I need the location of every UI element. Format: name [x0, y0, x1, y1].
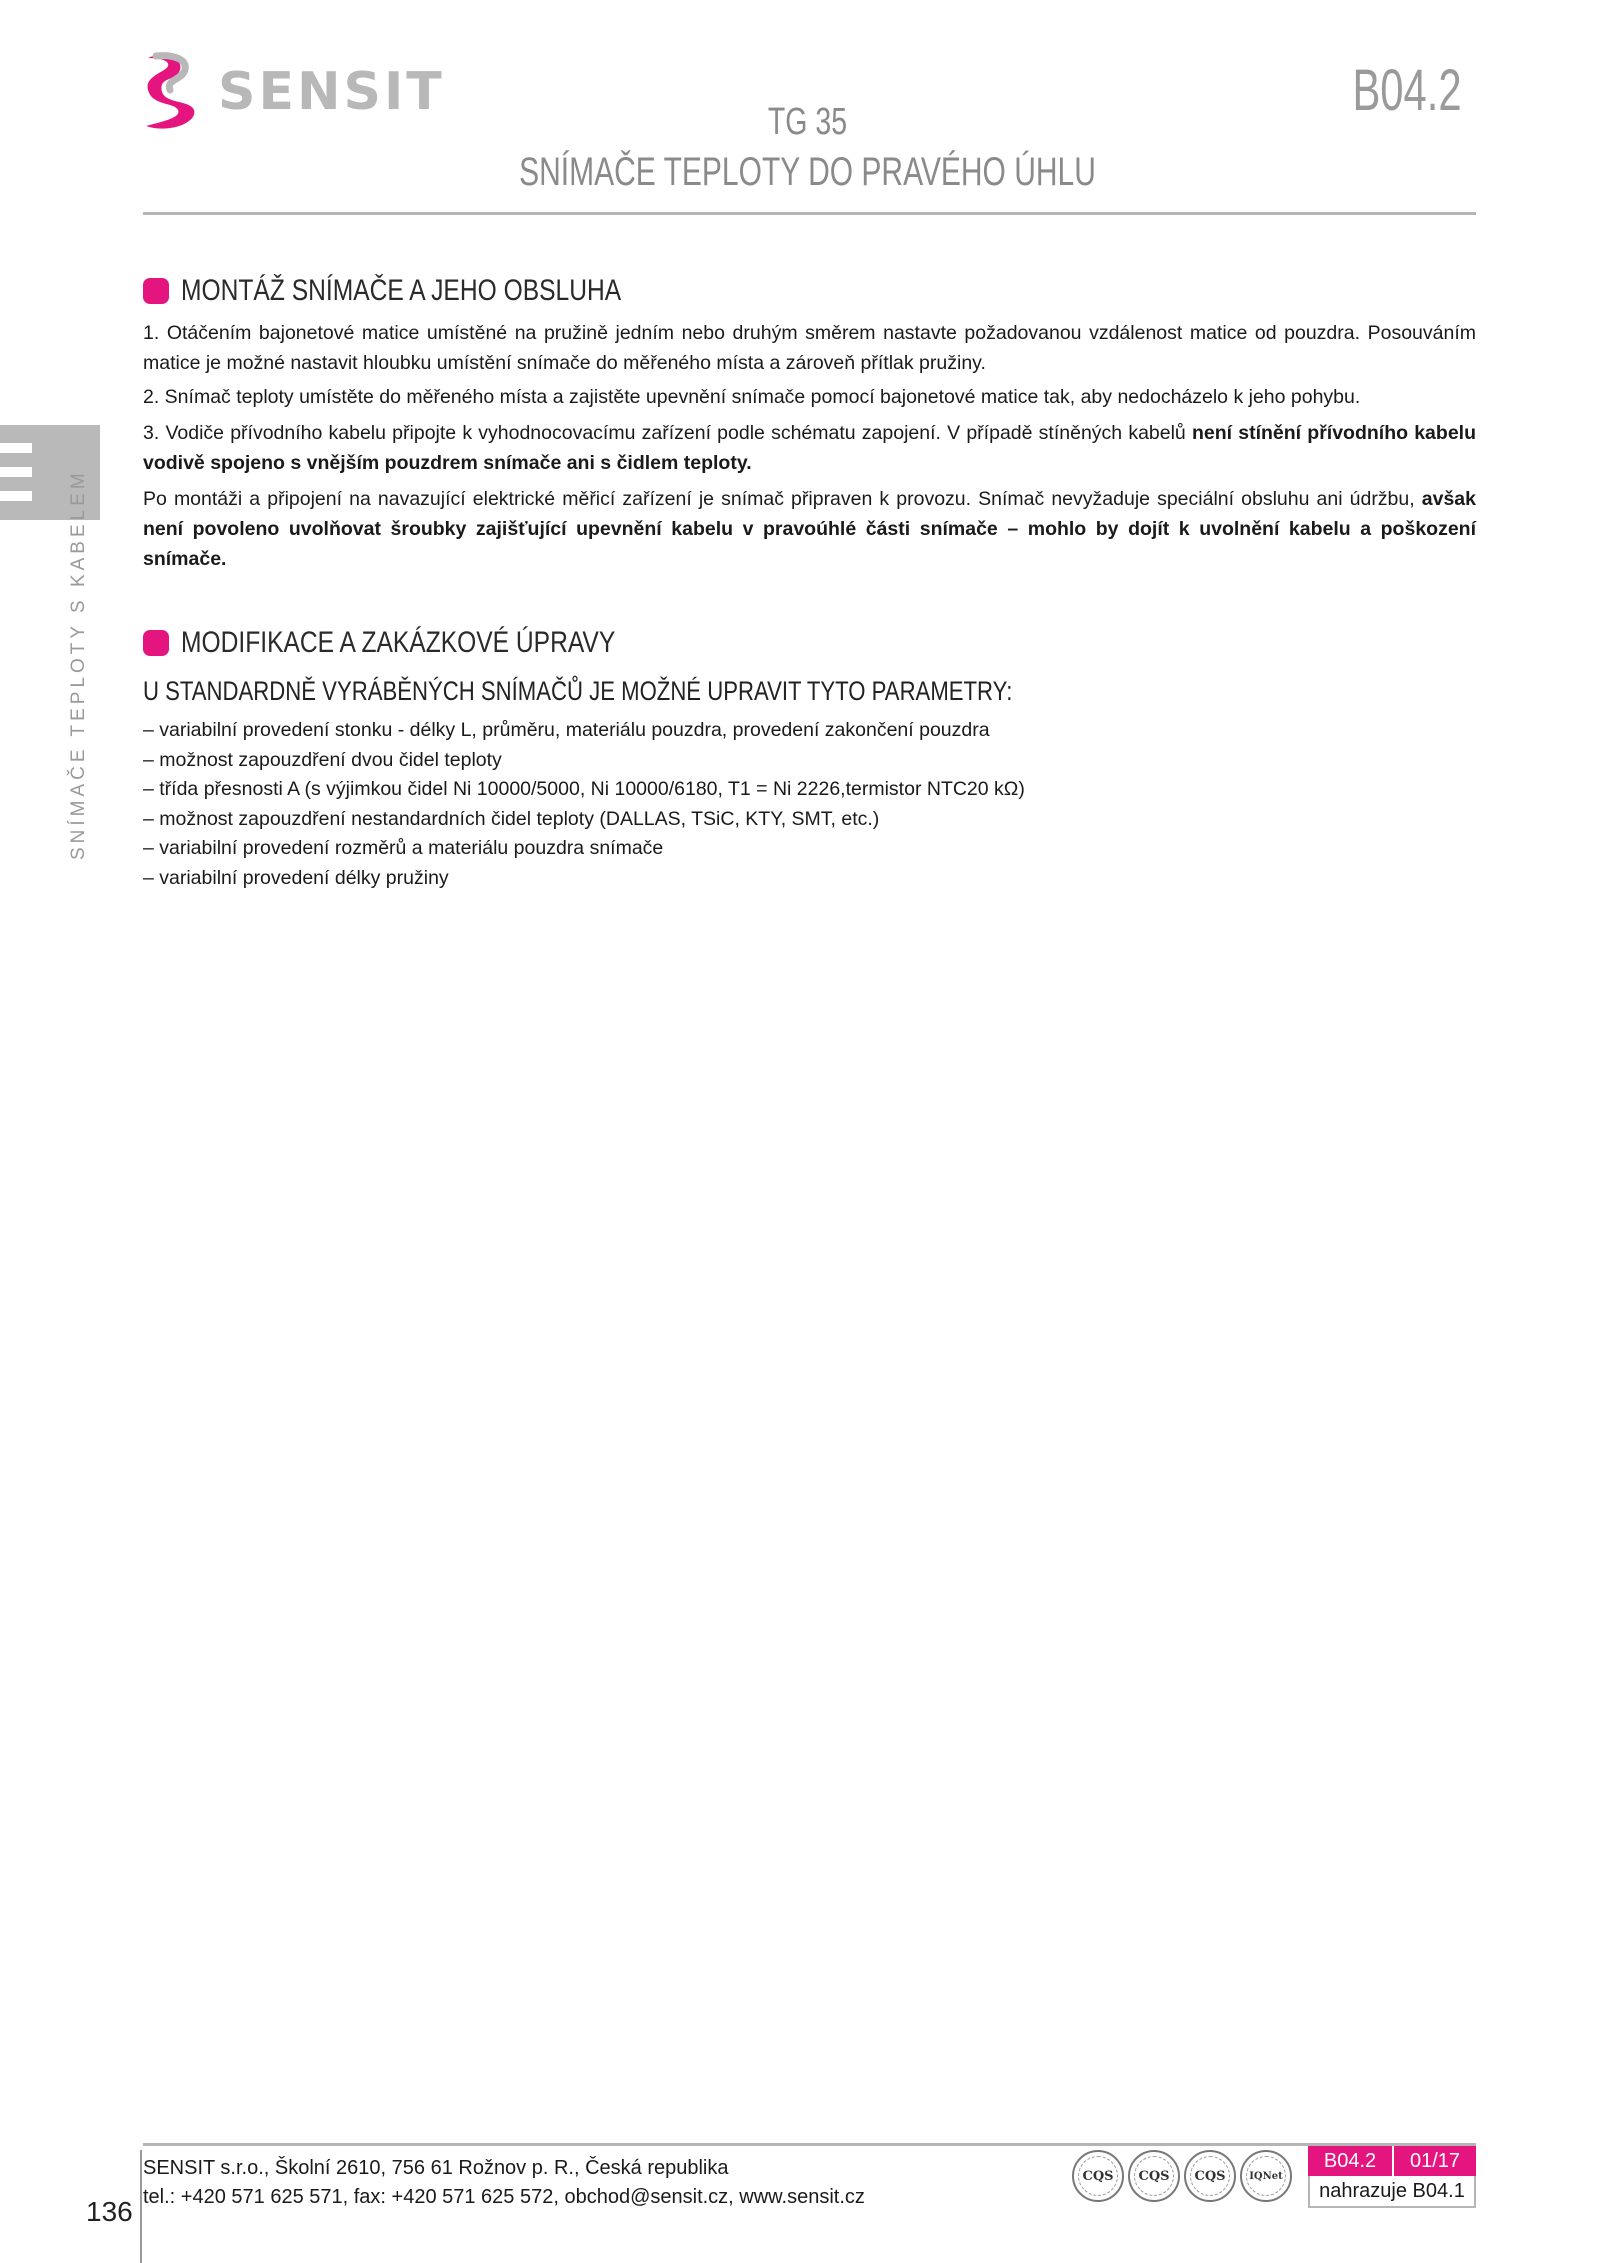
operation-note [143, 484, 1476, 574]
reference-date: 01/17 [1394, 2146, 1476, 2176]
instruction-text: 3. Vodiče přívodního kabelu připojte k vyhodnocovacímu zařízení podle schématu zapojení. V případě stíněných kabelů [143, 422, 1192, 444]
note-text: Po montáži a připojení na navazující elektrické měřicí zařízení je snímač připraven k provozu. Snímač nevyžaduje speciální obsluhu ani údržbu, [143, 488, 1422, 510]
footer-contact [143, 2154, 865, 2212]
instruction-text: 1. Otáčením bajonetové matice umístěné na pružině jedním nebo druhým směrem nastavte požadovanou vzdálenost matice od pouzdra. Posouváním matice je možné nastavit hloubku umístění snímače do měřeného místa a zároveň přítlak pružiny. [143, 322, 1476, 374]
modification-list [143, 716, 1025, 893]
tab-bar [0, 491, 32, 501]
section-bullet-icon [143, 278, 169, 304]
document-code: B04.2 [1352, 58, 1462, 123]
list-item: – možnost zapouzdření dvou čidel teploty [143, 748, 502, 771]
list-item: – variabilní provedení stonku - délky L, průměru, materiálu pouzdra, provedení zakončení pouzdra [143, 719, 990, 741]
company-contact: tel.: +420 571 625 571, fax: +420 571 625 572, obchod@sensit.cz, www.sensit.cz [143, 2186, 865, 2208]
side-section-label: SNÍMAČE TEPLOTY S KABELEM [68, 469, 89, 860]
page-title [140, 98, 1475, 198]
certification-logos [1072, 2150, 1292, 2202]
reference-header [1308, 2146, 1476, 2176]
section-heading-montaz [143, 274, 718, 308]
section-bullet-icon [143, 630, 169, 656]
note-bold-text: avšak není povoleno uvolňovat šroubky zajišťující upevnění kabelu v pravoúhlé části snímače – mohlo by dojít k uvolnění kabelu a poškození snímače. [143, 488, 1476, 570]
instruction-text: 2. Snímač teploty umístěte do měřeného místa a zajistěte upevnění snímače pomocí bajonetové matice tak, aby nedocházelo k jeho pohybu. [143, 386, 1361, 408]
cqs-cert-icon: CQS [1184, 2150, 1236, 2202]
section-subtitle: U STANDARDNĚ VYRÁBĚNÝCH SNÍMAČŮ JE MOŽNÉ UPRAVIT TYTO PARAMETRY: [143, 676, 1013, 706]
list-item: – variabilní provedení rozměrů a materiálu pouzdra snímače [143, 837, 664, 859]
iqnet-cert-icon: IQNet [1240, 2150, 1292, 2202]
page-number: 136 [86, 2196, 133, 2227]
section-title: MODIFIKACE A ZAKÁZKOVÉ ÚPRAVY [181, 626, 616, 659]
cqs-cert-icon: CQS [1072, 2150, 1124, 2202]
section-heading-modifikace [143, 626, 711, 660]
product-title: SNÍMAČE TEPLOTY DO PRAVÉHO ÚHLU [519, 150, 1096, 194]
list-item: – třída přesnosti A (s výjimkou čidel Ni 10000/5000, Ni 10000/6180, T1 = Ni 2226,termistor NTC20 kΩ) [143, 778, 1025, 800]
header-divider [143, 212, 1476, 215]
document-reference [1308, 2146, 1476, 2208]
replaces-note: nahrazuje B04.1 [1308, 2176, 1476, 2208]
reference-code: B04.2 [1308, 2146, 1394, 2176]
instruction-bold-text: není stínění přívodního kabelu vodivě spojeno s vnějším pouzdrem snímače ani s čidlem teploty. [143, 422, 1476, 474]
logo-text: SENSIT [218, 62, 445, 122]
tab-bar [0, 467, 32, 477]
list-item: – možnost zapouzdření nestandardních čidel teploty (DALLAS, TSiC, KTY, SMT, etc.) [143, 807, 880, 830]
footer-divider [143, 2143, 1476, 2146]
instruction-item-1 [143, 318, 1476, 378]
list-item: – variabilní provedení délky pružiny [143, 866, 449, 889]
instruction-item-3 [143, 418, 1476, 478]
tab-bar [0, 443, 32, 453]
page-margin-line [140, 2150, 142, 2263]
instruction-item-2 [143, 382, 1476, 412]
cqs-cert-icon: CQS [1128, 2150, 1180, 2202]
product-code: TG 35 [767, 101, 848, 143]
section-title: MONTÁŽ SNÍMAČE A JEHO OBSLUHA [181, 274, 622, 307]
company-address: SENSIT s.r.o., Školní 2610, 756 61 Rožnov p. R., Česká republika [143, 2157, 729, 2179]
